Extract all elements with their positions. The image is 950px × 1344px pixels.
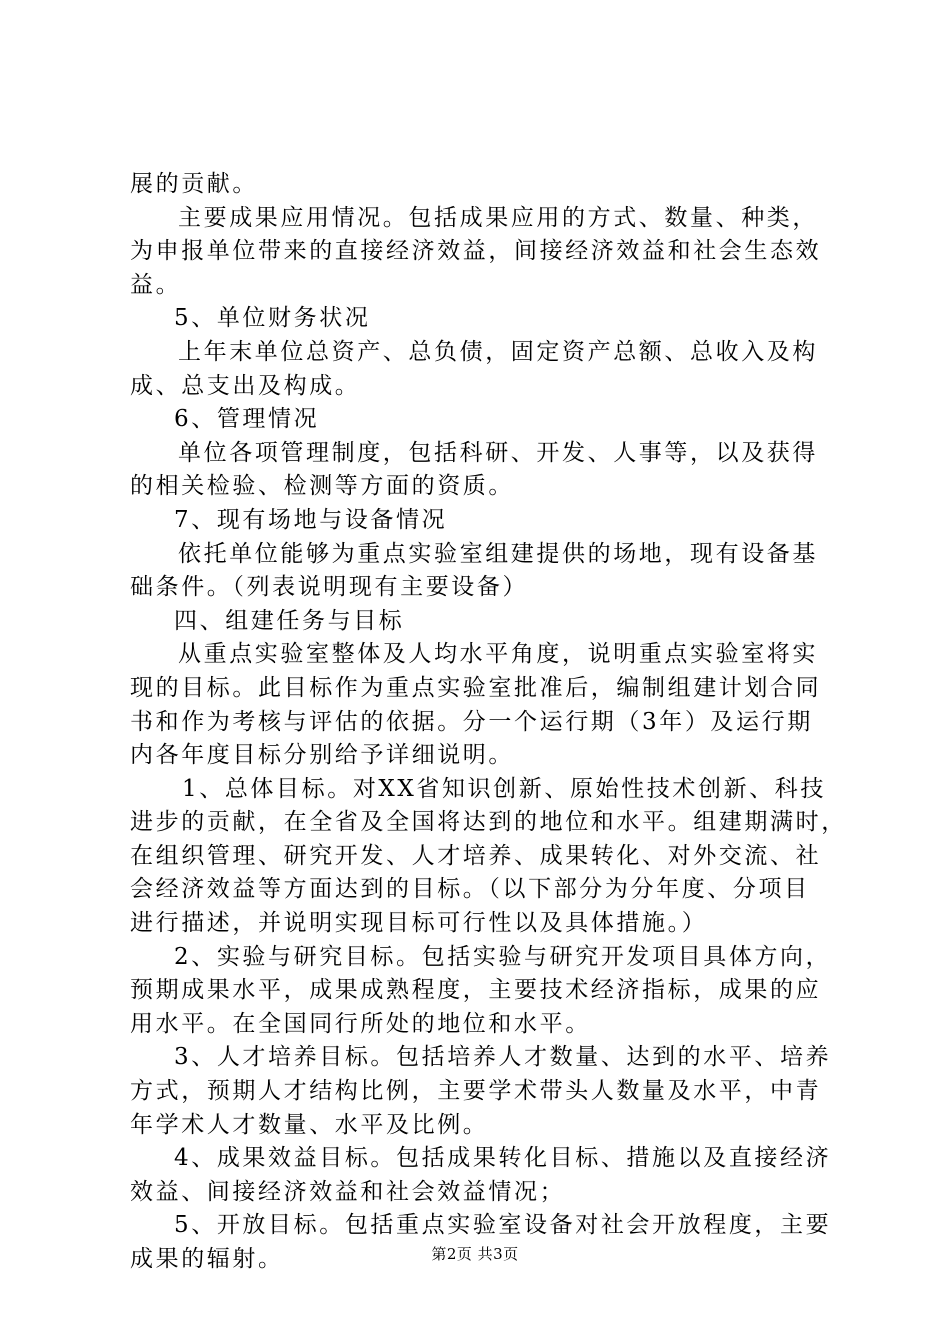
section-heading: 6、管理情况	[174, 406, 320, 433]
text-line: 现的目标。此目标作为重点实验室批准后，编制组建计划合同	[130, 674, 822, 701]
text-line: 年学术人才数量、水平及比例。	[130, 1111, 489, 1138]
text-line: 书和作为考核与评估的依据。分一个运行期（3年）及运行期	[130, 708, 813, 735]
text-line: 的相关检验、检测等方面的资质。	[130, 473, 514, 500]
text-line: 效益、间接经济效益和社会效益情况；	[130, 1178, 566, 1205]
section-heading: 5、单位财务状况	[174, 305, 371, 332]
text-line: 益。	[130, 271, 182, 298]
text-line: 进行描述，并说明实现目标可行性以及具体措施。）	[130, 910, 708, 937]
text-line: 4、成果效益目标。包括成果转化目标、措施以及直接经济	[174, 1145, 832, 1172]
page-number: 第2页 共3页	[431, 1245, 519, 1263]
text-line: 用水平。在全国同行所处的地位和水平。	[130, 1010, 591, 1037]
text-line: 础条件。（列表说明现有主要设备）	[130, 574, 529, 601]
text-line: 5、开放目标。包括重点实验室设备对社会开放程度，主要	[174, 1212, 832, 1239]
text-line: 2、实验与研究目标。包括实验与研究开发项目具体方向，	[174, 943, 832, 970]
text-line: 3、人才培养目标。包括培养人才数量、达到的水平、培养	[174, 1044, 832, 1071]
text-line: 主要成果应用情况。包括成果应用的方式、数量、种类，	[178, 204, 818, 231]
section-heading: 7、现有场地与设备情况	[174, 506, 448, 533]
text-line: 依托单位能够为重点实验室组建提供的场地，现有设备基	[178, 540, 818, 567]
text-line: 1、总体目标。对XX省知识创新、原始性技术创新、科技	[182, 775, 826, 802]
text-line: 会经济效益等方面达到的目标。（以下部分为分年度、分项目	[130, 876, 810, 903]
text-line: 上年末单位总资产、总负债，固定资产总额、总收入及构	[178, 338, 818, 365]
document-body	[130, 168, 847, 1277]
text-line: 方式，预期人才结构比例，主要学术带头人数量及水平，中青	[130, 1078, 822, 1105]
text-line: 成果的辐射。	[130, 1246, 284, 1272]
text-line: 在组织管理、研究开发、人才培养、成果转化、对外交流、社	[130, 842, 822, 869]
text-line: 成、总支出及构成。	[130, 372, 361, 399]
text-line: 从重点实验室整体及人均水平角度，说明重点实验室将实	[178, 641, 818, 668]
section-heading: 四、组建任务与目标	[174, 607, 405, 634]
text-line: 为申报单位带来的直接经济效益，间接经济效益和社会生态效	[130, 238, 822, 265]
text-line: 预期成果水平，成果成熟程度，主要技术经济指标，成果的应	[130, 977, 822, 1004]
text-line: 进步的贡献，在全省及全国将达到的地位和水平。组建期满时，	[130, 809, 847, 836]
text-line: 内各年度目标分别给予详细说明。	[130, 742, 514, 769]
text-line: 单位各项管理制度，包括科研、开发、人事等，以及获得	[178, 439, 818, 466]
text-line: 展的贡献。	[130, 171, 258, 197]
